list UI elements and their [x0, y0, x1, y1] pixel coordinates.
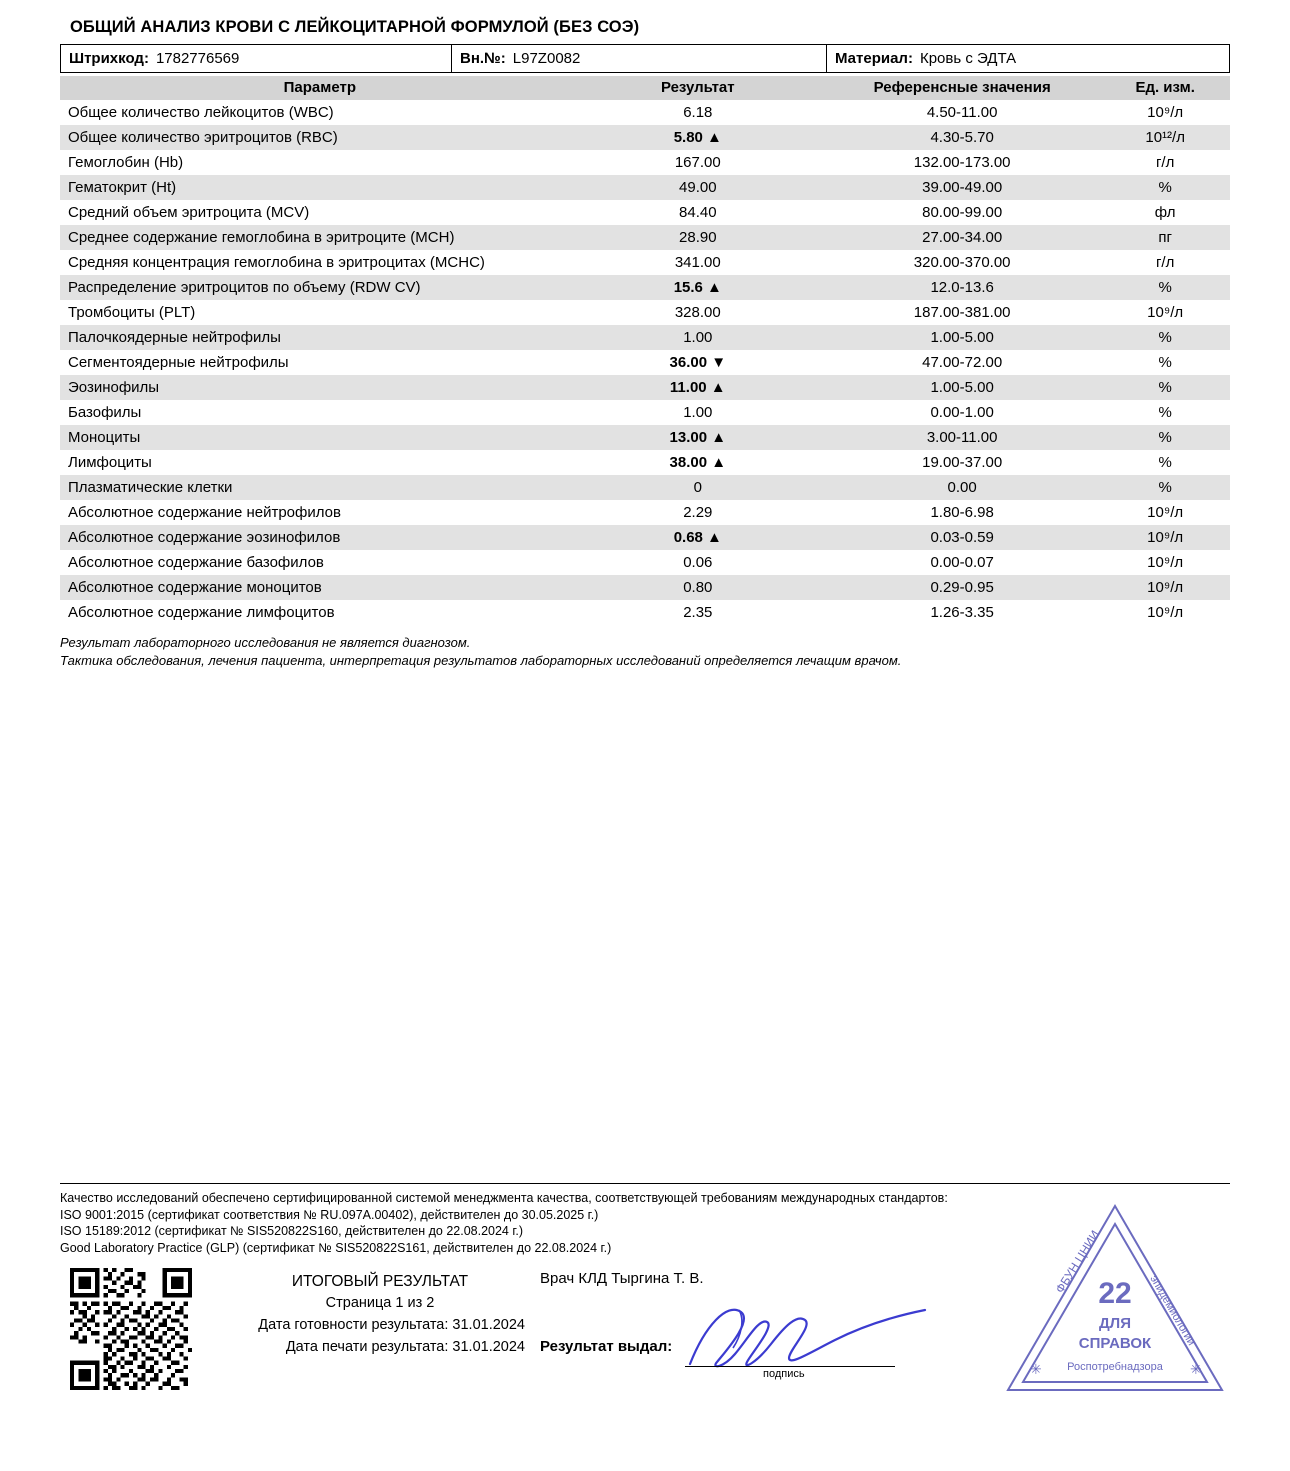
table-row [60, 475, 1230, 500]
cell-reference: 0.00-1.00 [930, 404, 994, 421]
cell-reference: 39.00-49.00 [824, 175, 1100, 200]
table-row [60, 175, 1230, 200]
cell-parameter: Базофилы [68, 404, 142, 421]
final-result-block [235, 1270, 525, 1359]
cell-reference: 187.00-381.00 [913, 304, 1011, 321]
stamp-epid: эпидемиологии [1147, 1273, 1198, 1348]
cell-parameter: Абсолютное содержание моноцитов [60, 575, 572, 600]
material-value: Кровь с ЭДТА [919, 50, 1017, 67]
table-row [60, 300, 1230, 325]
cell-parameter: Моноциты [60, 425, 572, 450]
cell-unit: % [1100, 275, 1230, 300]
cell-parameter: Абсолютное содержание лимфоцитов [68, 604, 335, 621]
table-row [60, 275, 1230, 300]
cell-unit: г/л [1155, 254, 1175, 271]
cell-result: 0.80 [572, 575, 824, 600]
header-parameter: Параметр [60, 76, 572, 100]
cell-unit: % [1100, 175, 1230, 200]
cell-unit: % [1100, 325, 1230, 350]
cell-result: 1.00 [572, 325, 824, 350]
cell-unit: 10⁹/л [1147, 554, 1184, 571]
page-number: Страница 1 из 2 [325, 1295, 435, 1312]
cell-result: 0.68 ▲ [572, 525, 824, 550]
disclaimer-line-1: Результат лабораторного исследования не является диагнозом. [60, 635, 471, 650]
cell-reference: 3.00-11.00 [824, 425, 1100, 450]
cell-result: 11.00 ▲ [572, 375, 824, 400]
issued-by-label: Результат выдал: [540, 1338, 673, 1355]
page-footer [60, 1183, 1230, 1396]
table-row [60, 500, 1230, 525]
quality-line-4: Good Laboratory Practice (GLP) (сертификат № SIS520822S161, действителен до 22.08.2024 г.) [60, 1240, 612, 1255]
signature-line [685, 1366, 895, 1367]
results-table-body [60, 100, 1230, 625]
cell-parameter: Общее количество эритроцитов (RBC) [60, 125, 572, 150]
doctor-name: Врач КЛД Тыргина Т. В. [540, 1270, 704, 1287]
table-row [60, 200, 1230, 225]
page-title: ОБЩИЙ АНАЛИЗ КРОВИ С ЛЕЙКОЦИТАРНОЙ ФОРМУЛОЙ (БЕЗ СОЭ) [70, 18, 640, 36]
cell-result: 1.00 [683, 404, 713, 421]
quality-line-1: Качество исследований обеспечено сертифицированной системой менеджмента качества, соответствующей требованиям международных стандартов: [60, 1191, 948, 1205]
svg-text:✳: ✳ [1190, 1361, 1202, 1377]
cell-unit: г/л [1155, 154, 1175, 171]
cell-unit: 10⁹/л [1147, 604, 1184, 621]
signature-area [685, 1296, 955, 1380]
cell-parameter: Абсолютное содержание базофилов [68, 554, 324, 571]
barcode-label: Штрихкод: [69, 50, 149, 67]
footer-divider [60, 1183, 1230, 1184]
table-row [60, 525, 1230, 550]
cell-reference: 1.80-6.98 [930, 504, 994, 521]
cell-result: 28.90 [572, 225, 824, 250]
cell-result: 84.40 [679, 204, 717, 221]
barcode-value: 1782776569 [155, 50, 240, 67]
table-header-row [60, 76, 1230, 100]
header-unit: Ед. изм. [1100, 76, 1230, 100]
cell-reference: 132.00-173.00 [913, 154, 1011, 171]
ready-date: Дата готовности результата: 31.01.2024 [258, 1317, 525, 1333]
stamp-institute: ФБУН ЦНИИ [1052, 1227, 1103, 1296]
table-row [60, 125, 1230, 150]
table-row [60, 250, 1230, 275]
triangular-stamp-icon [1000, 1198, 1230, 1398]
cell-unit: % [1158, 404, 1172, 421]
stamp-number: 22 [1098, 1277, 1132, 1310]
table-row [60, 375, 1230, 400]
disclaimer-line-2: Тактика обследования, лечения пациента, интерпретация результатов лабораторных исследований определяется лечащим врачом. [60, 652, 902, 668]
cell-parameter: Палочкоядерные нейтрофилы [60, 325, 572, 350]
cell-parameter: Средняя концентрация гемоглобина в эритроцитах (MCHC) [68, 254, 485, 271]
cell-reference: 0.03-0.59 [824, 525, 1100, 550]
cell-unit: пг [1100, 225, 1230, 250]
material-label: Материал: [835, 50, 913, 67]
cell-reference: 47.00-72.00 [922, 354, 1003, 371]
cell-unit: % [1100, 475, 1230, 500]
stamp-for: ДЛЯ [1099, 1315, 1131, 1332]
cell-unit: 10⁹/л [1147, 504, 1184, 521]
cell-reference: 27.00-34.00 [824, 225, 1100, 250]
signature-icon [685, 1296, 955, 1376]
cell-result: 328.00 [674, 304, 721, 321]
table-row [60, 400, 1230, 425]
cell-result: 38.00 ▲ [669, 454, 727, 471]
cell-reference: 80.00-99.00 [922, 204, 1003, 221]
cell-parameter: Распределение эритроцитов по объему (RDW CV) [60, 275, 572, 300]
signature-caption: подпись [763, 1368, 805, 1380]
table-row [60, 225, 1230, 250]
quality-line-2: ISO 9001:2015 (сертификат соответствия № RU.097А.00402), действителен до 30.05.2025 г.) [60, 1207, 599, 1222]
table-row [60, 350, 1230, 375]
cell-unit: 10⁹/л [1147, 304, 1184, 321]
cell-result: 0 [572, 475, 824, 500]
cell-result: 0.06 [683, 554, 713, 571]
disclaimer [60, 634, 1230, 669]
cell-reference: 12.0-13.6 [824, 275, 1100, 300]
cell-reference: 4.50-11.00 [926, 104, 998, 121]
cell-result: 13.00 ▲ [572, 425, 824, 450]
cell-parameter: Гематокрит (Ht) [60, 175, 572, 200]
cell-parameter: Лимфоциты [68, 454, 152, 471]
cell-result: 36.00 ▼ [669, 354, 727, 371]
cell-unit: 10⁹/л [1147, 104, 1184, 121]
barcode-field [61, 45, 451, 72]
cell-result: 2.29 [683, 504, 713, 521]
table-row [60, 100, 1230, 125]
internal-number-value: L97Z0082 [512, 50, 581, 67]
cell-unit: % [1158, 354, 1172, 371]
header-reference: Референсные значения [824, 76, 1100, 100]
stamp-bottom: Роспотребнадзора [1067, 1361, 1163, 1373]
table-row [60, 425, 1230, 450]
table-row [60, 600, 1230, 625]
cell-reference: 0.00 [824, 475, 1100, 500]
quality-line-3: ISO 15189:2012 (сертификат № SIS520822S160, действителен до 22.08.2024 г.) [60, 1224, 524, 1238]
cell-parameter: Среднее содержание гемоглобина в эритроците (MCH) [60, 225, 572, 250]
cell-parameter: Средний объем эритроцита (MCV) [68, 204, 310, 221]
table-row [60, 325, 1230, 350]
cell-parameter: Тромбоциты (PLT) [68, 304, 196, 321]
cell-reference: 1.00-5.00 [824, 325, 1100, 350]
cell-parameter: Абсолютное содержание нейтрофилов [68, 504, 341, 521]
internal-number-field [451, 45, 826, 72]
table-row [60, 550, 1230, 575]
print-date: Дата печати результата: 31.01.2024 [285, 1338, 525, 1355]
cell-result: 5.80 ▲ [572, 125, 824, 150]
cell-result: 6.18 [683, 104, 713, 121]
cell-result: 49.00 [572, 175, 824, 200]
cell-unit: 10¹²/л [1100, 125, 1230, 150]
table-row [60, 150, 1230, 175]
cell-unit: 10⁹/л [1100, 525, 1230, 550]
cell-unit: % [1158, 454, 1172, 471]
cell-result: 2.35 [683, 604, 713, 621]
cell-unit: фл [1154, 204, 1176, 221]
cell-reference: 1.26-3.35 [930, 604, 994, 621]
cell-reference: 320.00-370.00 [913, 254, 1011, 271]
cell-result: 167.00 [674, 154, 721, 171]
cell-result: 15.6 ▲ [572, 275, 824, 300]
cell-parameter: Эозинофилы [60, 375, 572, 400]
material-field [826, 45, 1229, 72]
cell-reference: 0.29-0.95 [824, 575, 1100, 600]
cell-reference: 1.00-5.00 [824, 375, 1100, 400]
results-table [60, 76, 1230, 625]
stamp-ref: СПРАВОК [1078, 1335, 1152, 1352]
cell-unit: % [1100, 375, 1230, 400]
svg-text:✳: ✳ [1030, 1361, 1042, 1377]
final-result-label: ИТОГОВЫЙ РЕЗУЛЬТАТ [291, 1273, 469, 1290]
identifier-strip [60, 44, 1230, 73]
internal-number-label: Вн.№: [460, 50, 506, 67]
cell-reference: 4.30-5.70 [824, 125, 1100, 150]
cell-result: 341.00 [674, 254, 721, 271]
cell-parameter: Гемоглобин (Hb) [68, 154, 184, 171]
cell-parameter: Плазматические клетки [60, 475, 572, 500]
cell-unit: 10⁹/л [1100, 575, 1230, 600]
qr-code-icon [70, 1268, 192, 1390]
cell-parameter: Абсолютное содержание эозинофилов [60, 525, 572, 550]
cell-parameter: Общее количество лейкоцитов (WBC) [68, 104, 334, 121]
header-result: Результат [572, 76, 824, 100]
cell-unit: % [1100, 425, 1230, 450]
cell-reference: 19.00-37.00 [922, 454, 1003, 471]
table-row [60, 450, 1230, 475]
table-row [60, 575, 1230, 600]
cell-parameter: Сегментоядерные нейтрофилы [68, 354, 289, 371]
cell-reference: 0.00-0.07 [930, 554, 994, 571]
